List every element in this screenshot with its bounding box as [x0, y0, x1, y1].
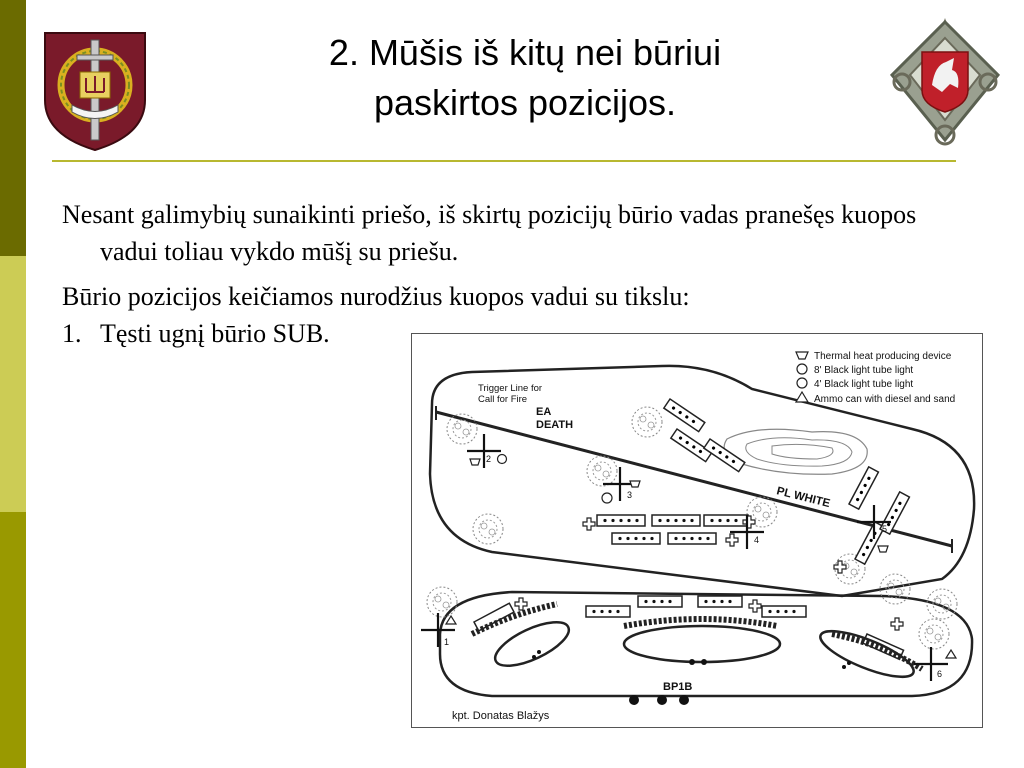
paragraph-1: Nesant galimybių sunaikinti priešo, iš skirtų pozicijų būrio vadas pranešęs kuopos vadui toliau vykdo mūšį su priešu.: [62, 200, 917, 266]
title-divider: [52, 160, 956, 162]
side-bar-top: [0, 0, 26, 256]
legend-item-1: Thermal heat producing device: [814, 351, 952, 362]
trigger-line-label-1: Trigger Line for: [478, 383, 543, 394]
phase-line-label: PL WHITE: [775, 485, 832, 511]
title-line-1: 2. Mūšis iš kitų nei būriui: [328, 32, 722, 73]
platoon-position-diagram: [411, 333, 983, 728]
long-light-icon: [797, 364, 807, 374]
position-number-4: 4: [754, 535, 760, 545]
slide-body: [62, 196, 962, 352]
ammo-can-icon: [796, 392, 808, 402]
diagram-credit: kpt. Donatas Blažys: [452, 710, 550, 722]
short-light-icon: [797, 378, 807, 388]
legend-item-3: 4' Black light tube light: [814, 379, 914, 390]
thermal-device-icon: [796, 352, 808, 359]
engagement-area-label-1: EA: [536, 406, 552, 418]
battle-position-label: BP1B: [663, 681, 693, 693]
terrain-contour: [724, 429, 867, 474]
position-number-6: 6: [937, 669, 943, 679]
trigger-line-label-2: Call for Fire: [478, 394, 528, 405]
legend-item-2: 8' Black light tube light: [814, 365, 914, 376]
slide-title: [200, 28, 850, 128]
legend-item-4: Ammo can with diesel and sand: [814, 394, 956, 405]
battalion-badge-emblem: [880, 10, 1010, 150]
military-academy-emblem: [42, 30, 148, 152]
diagram-canvas: [412, 334, 982, 727]
paragraph-2: Būrio pozicijos keičiamos nurodžius kuopos vadui su tikslu:: [62, 282, 690, 311]
engagement-area-label-2: DEATH: [536, 419, 574, 431]
position-number-3: 3: [627, 490, 633, 500]
title-line-2: paskirtos pozicijos.: [373, 82, 677, 123]
side-bar-middle: [0, 256, 26, 512]
position-number-1: 1: [444, 637, 450, 647]
legend: [796, 351, 955, 405]
list-number: 1.: [62, 319, 82, 348]
list-text: Tęsti ugnį būrio SUB.: [100, 319, 330, 348]
fighting-positions: [472, 604, 922, 686]
side-bar-bottom: [0, 512, 26, 768]
position-number-5: 5: [882, 524, 888, 534]
position-number-2: 2: [486, 454, 492, 464]
